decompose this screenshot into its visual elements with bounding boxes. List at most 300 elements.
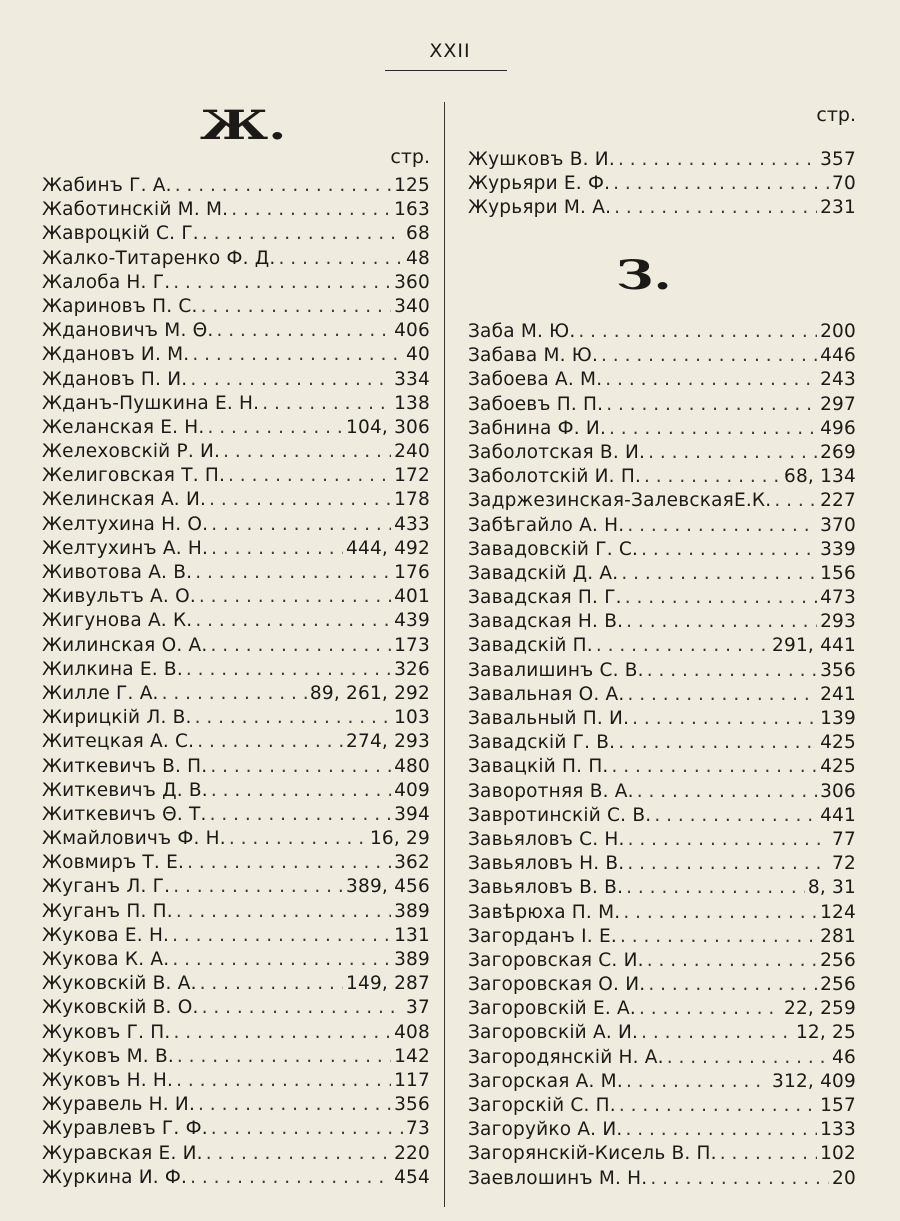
index-entry — [468, 876, 856, 900]
index-entry — [468, 828, 856, 852]
entry-name: Заболотская В. И. — [468, 441, 646, 463]
entry-pages: 362 — [394, 852, 430, 874]
dot-leader — [262, 392, 391, 416]
index-entry — [468, 1021, 856, 1045]
entry-name: Желанская Е. Н. — [42, 416, 205, 438]
header-rule — [385, 70, 507, 71]
entry-name: Журавская Е. И. — [42, 1142, 203, 1164]
entry-pages: 339 — [820, 538, 856, 560]
entry-name: Жигунова А. К. — [42, 610, 193, 632]
dot-leader — [613, 172, 829, 196]
dot-leader — [614, 196, 817, 220]
index-entry — [468, 586, 856, 610]
entry-pages: 370 — [820, 514, 856, 536]
dot-leader — [627, 514, 817, 538]
entry-name: Загорянскій-Кисель В. П. — [468, 1143, 717, 1165]
index-entry — [42, 682, 430, 706]
index-entry — [42, 271, 430, 295]
entry-pages: 312, 409 — [772, 1070, 856, 1092]
entry-pages: 408 — [394, 1021, 430, 1043]
entry-pages: 356 — [820, 659, 856, 681]
entry-list — [468, 148, 856, 221]
index-entry — [42, 343, 430, 367]
entry-pages: 117 — [394, 1069, 430, 1091]
dot-leader — [228, 464, 391, 488]
index-entry — [42, 900, 430, 924]
entry-pages: 46 — [832, 1046, 856, 1068]
entry-name: Журавлевъ Г. Ф. — [42, 1118, 208, 1140]
entry-pages: 297 — [820, 393, 856, 415]
index-entry — [468, 707, 856, 731]
index-entry — [468, 1046, 856, 1070]
entry-pages: 163 — [394, 199, 430, 221]
entry-pages: 496 — [820, 417, 856, 439]
dot-leader — [606, 393, 817, 417]
index-entry — [468, 997, 856, 1021]
entry-pages: 240 — [394, 441, 430, 463]
index-entry — [42, 247, 430, 271]
dot-leader — [192, 343, 403, 367]
dot-leader — [186, 658, 391, 682]
index-entry — [468, 610, 856, 634]
dot-leader — [211, 513, 391, 537]
dot-leader — [620, 925, 817, 949]
entry-pages: 425 — [820, 732, 856, 754]
entry-pages: 149, 287 — [346, 973, 430, 995]
dot-leader — [626, 1070, 769, 1094]
index-entry — [468, 441, 856, 465]
entry-pages: 172 — [394, 465, 430, 487]
entry-name: Заворотняя В. А. — [468, 780, 634, 802]
page-column-label: стр. — [816, 104, 856, 126]
entry-pages: 231 — [820, 197, 856, 219]
dot-leader — [187, 851, 391, 875]
entry-pages: 12, 25 — [795, 1022, 856, 1044]
entry-pages: 446 — [820, 345, 856, 367]
index-entry — [468, 489, 856, 513]
dot-leader — [627, 683, 817, 707]
index-entry — [468, 465, 856, 489]
entry-name: Жариновъ П. С. — [42, 295, 198, 317]
index-entry — [468, 659, 856, 683]
entry-name: Загоровская С. И. — [468, 949, 644, 971]
dot-leader — [195, 561, 391, 585]
index-entry — [42, 924, 430, 948]
entry-pages: 243 — [820, 369, 856, 391]
dot-leader — [216, 319, 391, 343]
dot-leader — [637, 780, 817, 804]
dot-leader — [632, 707, 817, 731]
entry-name: Завальная О. А. — [468, 683, 625, 705]
entry-pages: 68 — [406, 223, 430, 245]
index-entry — [42, 972, 430, 996]
entry-name: Животова А. В. — [42, 562, 193, 583]
index-entry — [468, 949, 856, 973]
dot-leader — [208, 416, 344, 440]
entry-pages: 156 — [820, 562, 856, 584]
dot-leader — [623, 901, 817, 925]
dot-leader — [197, 730, 343, 754]
dot-leader — [210, 755, 391, 779]
entry-pages: 439 — [394, 610, 430, 632]
dot-leader — [176, 1069, 391, 1093]
entry-name: Завьяловъ В. В. — [468, 877, 624, 899]
entry-name: Жабинъ Г. А. — [42, 175, 172, 196]
dot-leader — [641, 538, 817, 562]
entry-name: Загоровскій Е. А. — [468, 998, 636, 1020]
dot-leader — [612, 755, 818, 779]
index-entry — [42, 319, 430, 343]
entry-name: Ждановичъ М. Θ. — [42, 320, 214, 342]
dot-leader — [625, 586, 817, 610]
index-entry — [468, 755, 856, 779]
entry-name: Забѣгайло А. Н. — [468, 514, 625, 536]
entry-name: Забнина Ф. И. — [468, 417, 607, 439]
dot-leader — [173, 271, 391, 295]
index-entry — [42, 1117, 430, 1141]
index-entry — [42, 1093, 430, 1117]
entry-name: Жалоба Н. Г. — [42, 271, 171, 293]
dot-leader — [626, 876, 805, 900]
index-entry — [42, 1069, 430, 1093]
entry-pages: 401 — [394, 586, 430, 608]
dot-leader — [279, 247, 404, 271]
entry-name: Житецкая А. С. — [42, 731, 195, 753]
entry-pages: 103 — [394, 707, 430, 729]
entry-name: Завадская П. Г. — [468, 587, 622, 609]
entry-pages: 306 — [820, 780, 856, 802]
index-entry — [42, 730, 430, 754]
entry-name: Жуковскій В. О. — [42, 997, 199, 1019]
dot-leader — [200, 972, 343, 996]
entry-name: Завьяловъ Н. В. — [468, 853, 625, 875]
index-entry — [468, 344, 856, 368]
index-entry — [42, 1045, 430, 1069]
entry-pages: 89, 261, 292 — [309, 682, 430, 704]
dot-leader — [647, 659, 817, 683]
index-entry — [468, 804, 856, 828]
index-entry — [468, 852, 856, 876]
dot-leader — [648, 441, 817, 465]
entry-name: Журьяри Е. Ф. — [468, 173, 611, 195]
dot-leader — [202, 996, 403, 1020]
index-entry — [468, 514, 856, 538]
entry-pages: 241 — [820, 683, 856, 705]
dot-leader — [195, 609, 391, 633]
index-entry — [42, 875, 430, 899]
index-entry — [468, 973, 856, 997]
entry-name: Завадскій Г. В. — [468, 732, 616, 754]
dot-leader — [619, 1094, 817, 1118]
entry-pages: 178 — [394, 489, 430, 511]
entry-pages: 281 — [820, 925, 856, 947]
entry-pages: 70 — [832, 173, 856, 195]
dot-leader — [618, 148, 817, 172]
index-entry — [42, 1142, 430, 1166]
index-entry — [468, 683, 856, 707]
entry-pages: 340 — [394, 295, 430, 317]
entry-name: Завадскій Д. А. — [468, 562, 619, 584]
entry-name: Житкевичъ Д. В. — [42, 779, 208, 801]
index-entry — [468, 562, 856, 586]
index-entry — [468, 393, 856, 417]
index-entry — [468, 901, 856, 925]
dot-leader — [647, 949, 817, 973]
entry-pages: 22, 259 — [783, 998, 856, 1020]
page-column-label: стр. — [390, 146, 430, 168]
entry-pages: 48 — [406, 247, 430, 269]
entry-pages: 200 — [820, 321, 856, 342]
entry-pages: 20 — [832, 1167, 856, 1189]
entry-name: Жовмиръ Т. Е. — [42, 852, 185, 874]
entry-name: Завадовскій Г. С. — [468, 538, 639, 560]
dot-leader — [621, 562, 817, 586]
entry-name: Желеховскій Р. И. — [42, 441, 221, 463]
section-heading-zh: Ж. — [200, 102, 287, 149]
dot-leader — [211, 779, 391, 803]
entry-pages: 473 — [820, 587, 856, 609]
entry-pages: 326 — [394, 658, 430, 680]
entry-pages: 102 — [820, 1143, 856, 1165]
dot-leader — [618, 731, 817, 755]
index-entry — [468, 368, 856, 392]
entry-pages: 16, 29 — [369, 828, 430, 850]
dot-leader — [210, 803, 391, 827]
dot-leader — [211, 1117, 403, 1141]
index-entry — [42, 1166, 430, 1190]
index-entry — [468, 172, 856, 196]
dot-leader — [177, 1045, 391, 1069]
entry-pages: 138 — [394, 392, 430, 414]
dot-leader — [202, 222, 403, 246]
index-entry — [42, 537, 430, 561]
entry-pages: 444, 492 — [346, 537, 430, 559]
entry-name: Загорскій С. П. — [468, 1095, 616, 1116]
index-entry — [42, 803, 430, 827]
dot-leader — [639, 997, 781, 1021]
entry-name: Жмайловичъ Ф. Н. — [42, 828, 226, 850]
entry-pages: 291, 441 — [772, 635, 856, 657]
entry-name: Жирицкій Л. В. — [42, 707, 192, 729]
index-entry — [42, 779, 430, 803]
dot-leader — [223, 440, 391, 464]
entry-name: Жуковъ Н. Н. — [42, 1069, 174, 1091]
index-entry — [42, 827, 430, 851]
entry-name: Загорданъ I. Е. — [468, 925, 617, 947]
entry-name: Живультъ А. О. — [42, 586, 196, 608]
entry-name: Завалишинъ С. В. — [468, 659, 644, 681]
entry-name: Жуковъ Г. П. — [42, 1021, 171, 1043]
entry-pages: 176 — [394, 562, 430, 583]
entry-pages: 124 — [820, 901, 856, 923]
index-entry — [42, 634, 430, 658]
index-entry — [468, 538, 856, 562]
entry-name: Завадскій П. — [468, 635, 593, 657]
entry-pages: 334 — [394, 368, 430, 390]
dot-leader — [175, 174, 391, 198]
index-entry — [42, 464, 430, 488]
dot-leader — [601, 344, 817, 368]
entry-name: Завѣрюха П. М. — [468, 901, 621, 923]
entry-name: Завацкій П. П. — [468, 756, 609, 778]
entry-pages: 256 — [820, 974, 856, 996]
entry-pages: 425 — [820, 756, 856, 778]
entry-pages: 157 — [820, 1095, 856, 1116]
index-entry — [42, 585, 430, 609]
entry-name: Заба М. Ю. — [468, 321, 576, 342]
entry-name: Заевлошинъ М. Н. — [468, 1167, 648, 1189]
entry-pages: 77 — [832, 828, 856, 850]
entry-name: Загоруйко А. И. — [468, 1119, 623, 1141]
index-entry — [42, 174, 430, 198]
index-entry — [468, 1167, 856, 1191]
entry-pages: 37 — [406, 997, 430, 1019]
entry-pages: 139 — [820, 708, 856, 729]
entry-name: Жилинская О. А. — [42, 634, 208, 656]
index-entry — [468, 1070, 856, 1094]
entry-name: Загорская А. М. — [468, 1070, 623, 1092]
dot-leader — [648, 973, 817, 997]
index-entry — [468, 780, 856, 804]
dot-leader — [210, 634, 391, 658]
entry-pages: 269 — [820, 441, 856, 463]
index-entry — [468, 1118, 856, 1142]
index-entry — [42, 295, 430, 319]
dot-leader — [229, 827, 367, 851]
index-entry — [468, 417, 856, 441]
index-entry — [42, 368, 430, 392]
entry-name: Жилкина Е. В. — [42, 658, 183, 680]
index-entry — [42, 513, 430, 537]
entry-name: Журьяри М. А. — [468, 197, 612, 219]
entry-pages: 131 — [394, 924, 430, 946]
dot-leader — [650, 1167, 829, 1191]
index-entry — [42, 488, 430, 512]
entry-name: Забоевъ П. П. — [468, 393, 604, 415]
entry-name: Желиговская Т. П. — [42, 465, 226, 487]
entry-pages: 72 — [832, 853, 856, 875]
entry-name: Желтухина Н. О. — [42, 513, 209, 535]
entry-name: Загородянскій Н. А. — [468, 1046, 664, 1068]
dot-leader — [209, 488, 391, 512]
entry-name: Жуганъ П. П. — [42, 900, 173, 922]
dot-leader — [627, 852, 829, 876]
entry-pages: 394 — [394, 803, 430, 825]
entry-list — [468, 320, 856, 1191]
dot-leader — [628, 828, 829, 852]
section-heading-z: З. — [616, 252, 672, 299]
index-entry — [42, 996, 430, 1020]
entry-name: Жалко-Титаренко Ф. Д. — [42, 247, 276, 269]
entry-name: Жуковскій В. А. — [42, 973, 197, 995]
index-entry — [42, 948, 430, 972]
index-entry — [42, 561, 430, 585]
entry-name: Жукова К. А. — [42, 949, 170, 970]
entry-name: Завротинскій С. В. — [468, 804, 652, 826]
index-entry — [42, 198, 430, 222]
entry-name: Жуганъ Л. Г. — [42, 876, 171, 898]
entry-pages: 8, 31 — [807, 877, 856, 899]
entry-pages: 142 — [394, 1045, 430, 1067]
dot-leader — [172, 924, 391, 948]
entry-name: Журавель Н. И. — [42, 1094, 196, 1116]
index-entry — [468, 1142, 856, 1166]
entry-pages: 389 — [394, 900, 430, 922]
column-divider — [444, 102, 445, 1207]
dot-leader — [198, 1093, 391, 1117]
entry-name: Загоровская О. И. — [468, 974, 646, 996]
entry-pages: 256 — [820, 949, 856, 971]
entry-pages: 409 — [394, 779, 430, 801]
entry-pages: 73 — [406, 1118, 430, 1140]
index-entry — [468, 320, 856, 344]
page-number: XXII — [429, 40, 471, 62]
entry-pages: 104, 306 — [346, 416, 430, 438]
entry-name: Завадская Н. В. — [468, 611, 624, 633]
index-entry — [42, 851, 430, 875]
entry-pages: 68, 134 — [783, 466, 856, 488]
index-entry — [42, 658, 430, 682]
dot-leader — [201, 295, 392, 319]
dot-leader — [211, 537, 343, 561]
entry-name: Житкевичъ В. П. — [42, 755, 208, 777]
dot-leader — [173, 1021, 391, 1045]
entry-name: Загоровскій А. И. — [468, 1022, 639, 1044]
entry-pages: 274, 293 — [346, 731, 430, 753]
entry-name: Желтухинъ А. Н. — [42, 537, 209, 559]
index-entry — [468, 634, 856, 658]
entry-name: Жушковъ В. И. — [468, 149, 615, 170]
dot-leader — [654, 804, 817, 828]
dot-leader — [162, 682, 307, 706]
dot-leader — [172, 948, 391, 972]
dot-leader — [625, 1118, 817, 1142]
dot-leader — [596, 634, 769, 658]
index-entry — [42, 706, 430, 730]
entry-list — [42, 174, 430, 1190]
index-entry — [42, 1021, 430, 1045]
entry-pages: 480 — [394, 755, 430, 777]
index-entry — [42, 222, 430, 246]
dot-leader — [626, 610, 817, 634]
index-entry — [468, 925, 856, 949]
entry-name: Заболотскій И. П. — [468, 466, 642, 488]
dot-leader — [578, 320, 817, 344]
dot-leader — [231, 198, 391, 222]
index-entry — [42, 609, 430, 633]
entry-pages: 433 — [394, 513, 430, 535]
index-entry — [468, 196, 856, 220]
index-entry — [42, 755, 430, 779]
entry-name: Желинская А. И. — [42, 489, 207, 511]
dot-leader — [774, 489, 817, 513]
index-entry — [42, 392, 430, 416]
entry-name: Жавроцкій С. Г. — [42, 223, 199, 245]
dot-leader — [206, 1142, 391, 1166]
index-entry — [468, 1094, 856, 1118]
index-entry — [42, 416, 430, 440]
dot-leader — [605, 368, 817, 392]
entry-name: Журкина И. Ф. — [42, 1166, 188, 1188]
entry-name: Жданъ-Пушкина Е. Н. — [42, 392, 260, 414]
entry-name: Завьяловъ С. Н. — [468, 828, 625, 850]
entry-name: Жуковъ М. В. — [42, 1045, 174, 1067]
entry-name: Житкевичъ Θ. Т. — [42, 803, 207, 825]
entry-pages: 389 — [394, 949, 430, 970]
entry-pages: 125 — [394, 175, 430, 196]
entry-pages: 454 — [394, 1166, 430, 1188]
index-entry — [42, 440, 430, 464]
